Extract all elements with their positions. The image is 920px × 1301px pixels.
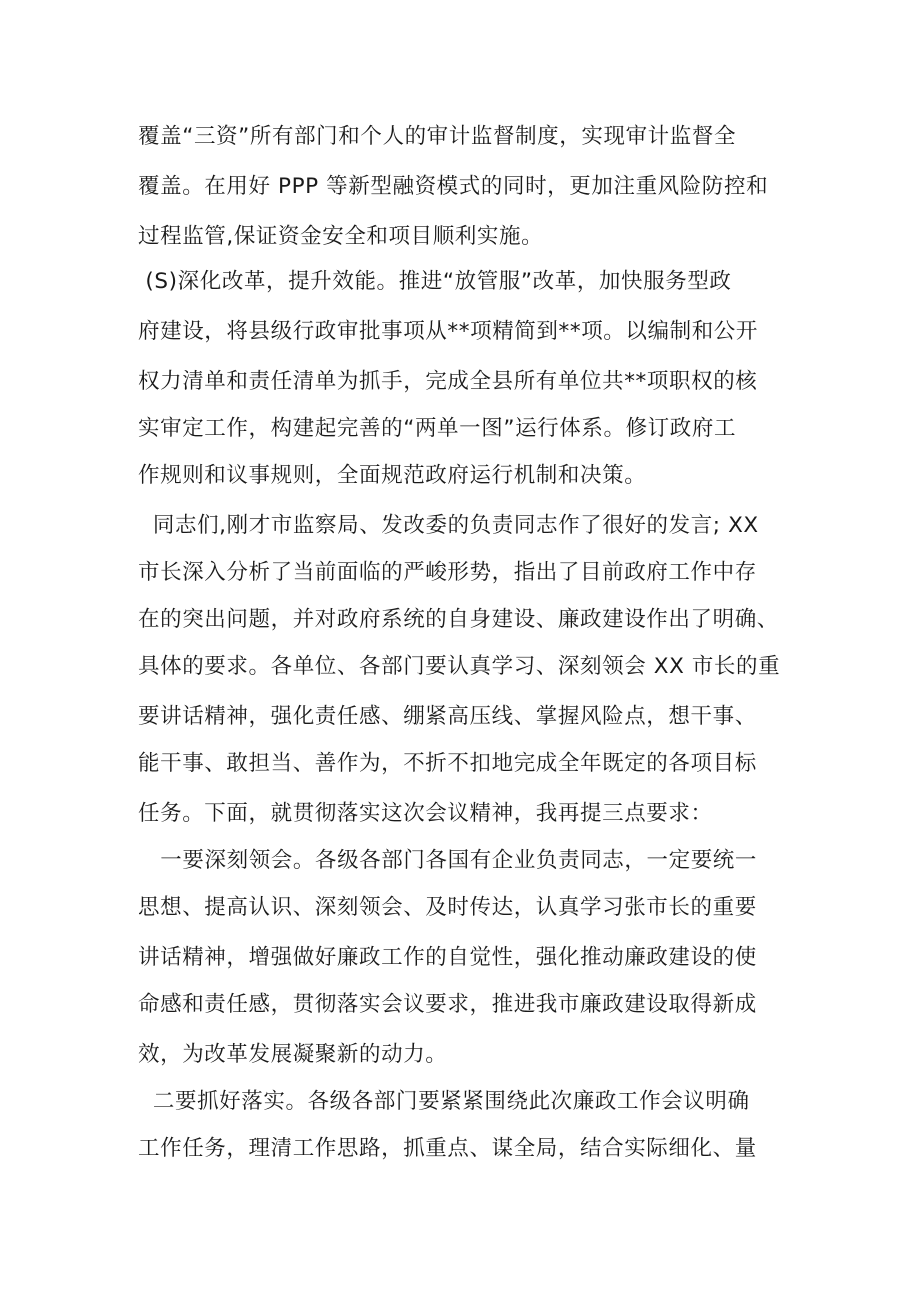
text-line: 作规则和议事规则，全面规范政府运行机制和决策。 <box>138 463 647 488</box>
text-line: 讲话精神，增强做好廉政工作的自觉性，强化推动廉政建设的使 <box>138 945 757 970</box>
text-line: 府建设，将县级行政审批事项从**项精简到**项。以编制和公开 <box>138 319 759 344</box>
text-line: 要讲话精神，强化责任感、绷紧高压线、掌握风险点，想干事、 <box>138 704 757 729</box>
text-line: 任务。下面，就贯彻落实这次会议精神，我再提三点要求： <box>138 801 713 826</box>
text-line: 在的突出问题，并对政府系统的自身建设、廉政建设作出了明确、 <box>138 607 779 632</box>
text-line: 命感和责任感，贯彻落实会议要求，推进我市廉政建设取得新成 <box>138 992 757 1017</box>
text-line: 工作任务，理清工作思路，抓重点、谋全局，结合实际细化、量 <box>138 1136 757 1161</box>
text-line: 能干事、敢担当、善作为，不折不扣地完成全年既定的各项目标 <box>138 751 757 776</box>
text-line: 效，为改革发展凝聚新的动力。 <box>138 1042 448 1067</box>
text-line: 具体的要求。各单位、各部门要认真学习、深刻领会 XX 市长的重 <box>138 654 781 679</box>
text-line: 思想、提高认识、深刻领会、及时传达，认真学习张市长的重要 <box>138 895 757 920</box>
text-line: 市长深入分析了当前面临的严峻形势，指出了目前政府工作中存 <box>138 560 757 585</box>
text-line: 覆盖“三资”所有部门和个人的审计监督制度，实现审计监督全 <box>138 124 737 149</box>
text-line: 权力清单和责任清单为抓手，完成全县所有单位共**项职权的核 <box>138 369 758 394</box>
text-line: 二要抓好落实。各级各部门要紧紧围绕此次廉政工作会议明确 <box>138 1089 750 1114</box>
text-line: 覆盖。在用好 PPP 等新型融资模式的同时，更加注重风险防控和 <box>138 174 769 199</box>
text-line: (S)深化改革，提升效能。推进“放管服”改革，加快服务型政 <box>138 269 732 294</box>
text-line: 一要深刻领会。各级各部门各国有企业负责同志，一定要统一 <box>138 848 758 873</box>
text-line: 同志们,刚才市监察局、发改委的负责同志作了很好的发言; XX <box>138 513 759 538</box>
text-line: 过程监管,保证资金安全和项目顺利实施。 <box>138 224 544 249</box>
text-line: 实审定工作，构建起完善的“两单一图”运行体系。修订政府工 <box>138 416 737 441</box>
